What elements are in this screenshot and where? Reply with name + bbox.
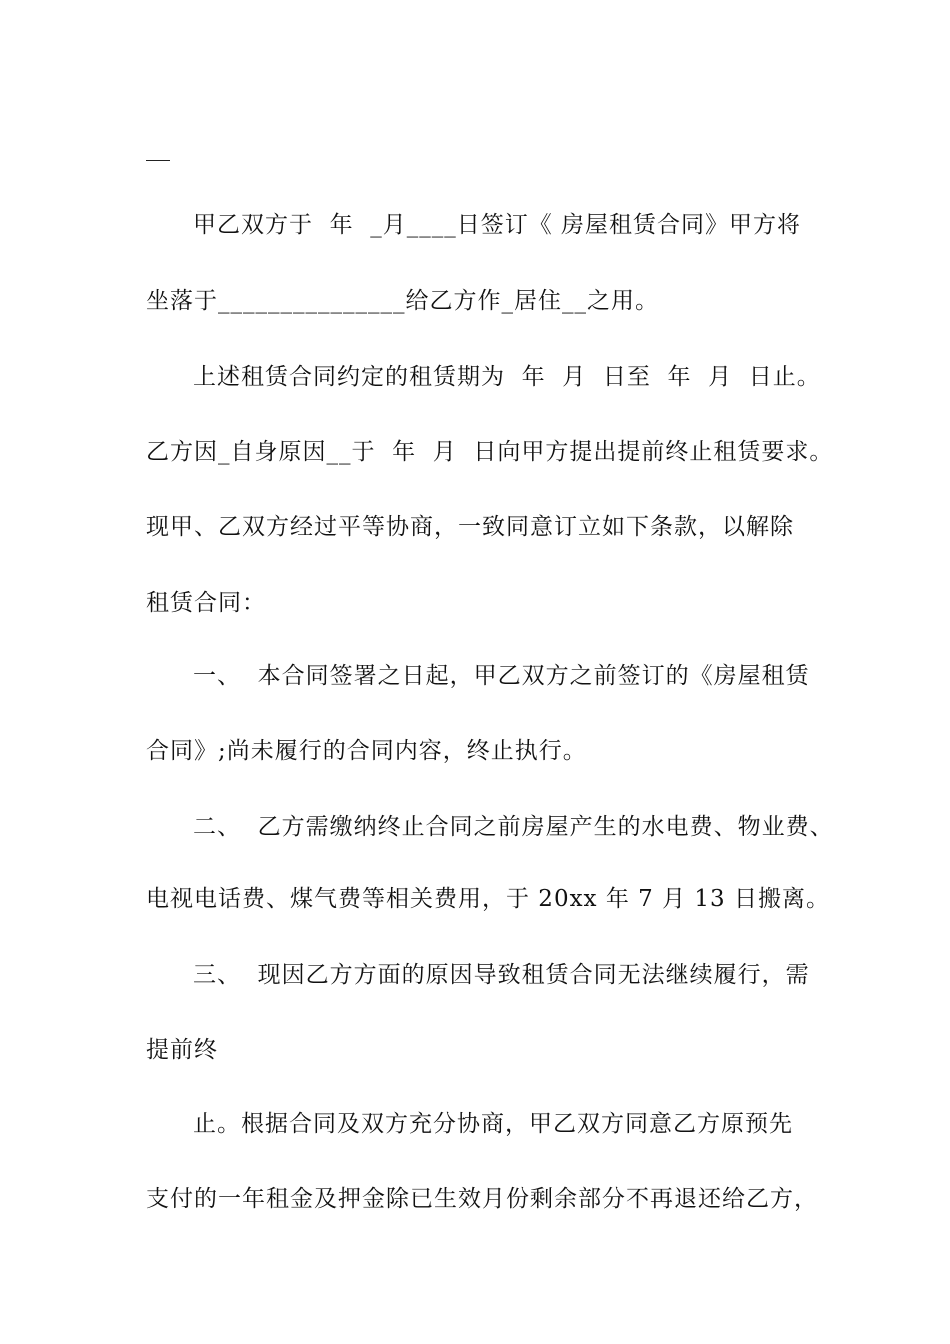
top-dash-mark — [146, 160, 170, 161]
paragraph-line: 上述租赁合同约定的租赁期为 年 月 日至 年 月 日止。 — [193, 364, 821, 390]
clause-line: 提前终 — [146, 1037, 218, 1063]
paragraph-line: 租赁合同： — [146, 590, 266, 616]
paragraph-line: 坐落于_______________给乙方作_居住__之用。 — [146, 288, 659, 314]
paragraph-line: 甲乙双方于 年 _月____日签订《 房屋租赁合同》甲方将 — [193, 212, 802, 238]
clause-line: 二、 乙方需缴纳终止合同之前房屋产生的水电费、物业费、 — [193, 814, 834, 840]
clause-line: 三、 现因乙方方面的原因导致租赁合同无法继续履行，需 — [193, 962, 810, 988]
clause-line: 合同》;尚未履行的合同内容，终止执行。 — [146, 738, 587, 764]
paragraph-line: 现甲、乙双方经过平等协商，一致同意订立如下条款，以解除 — [146, 514, 794, 540]
clause-line: 电视电话费、煤气费等相关费用，于 20xx 年 7 月 13 日搬离。 — [146, 886, 830, 912]
paragraph-line: 乙方因_自身原因__于 年 月 日向甲方提出提前终止租赁要求。 — [146, 439, 834, 465]
clause-line: 一、 本合同签署之日起，甲乙双方之前签订的《房屋租赁 — [193, 663, 810, 689]
paragraph-line: 止。根据合同及双方充分协商，甲乙双方同意乙方原预先 — [193, 1111, 793, 1137]
paragraph-line: 支付的一年租金及押金除已生效月份剩余部分不再退还给乙方， — [146, 1186, 818, 1212]
